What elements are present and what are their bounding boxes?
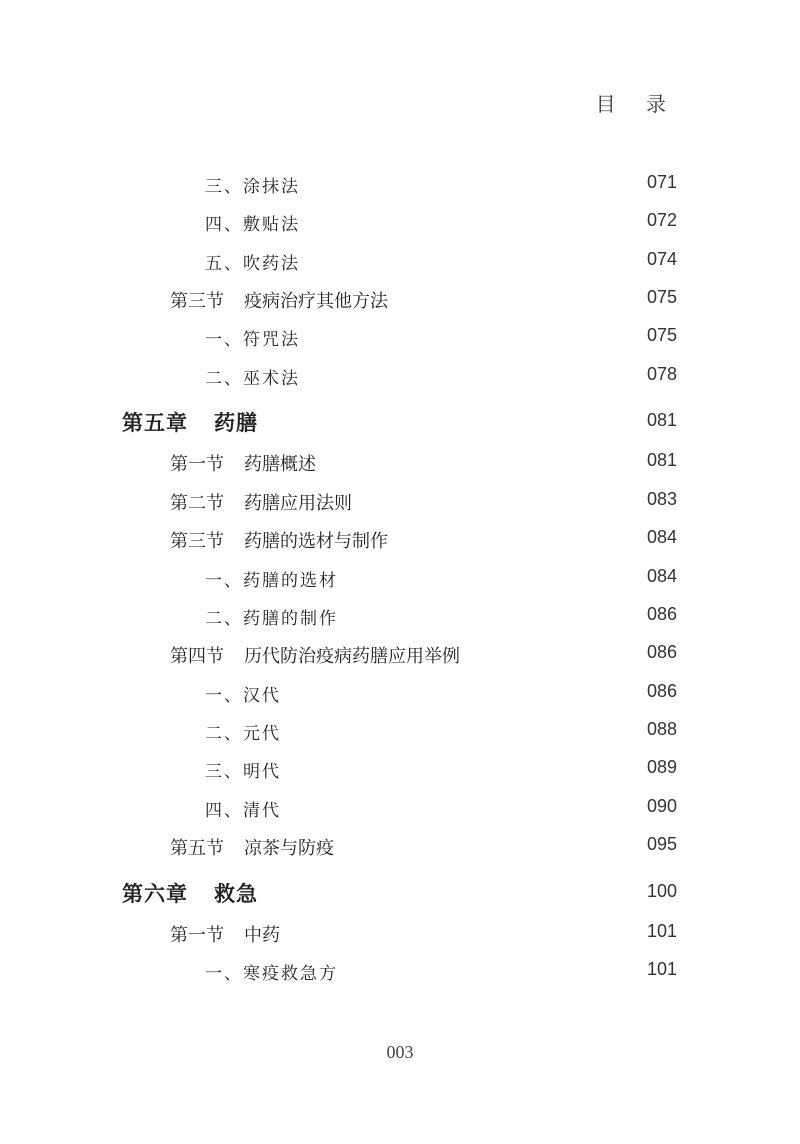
toc-entry-page: 088: [646, 719, 677, 739]
toc-entry-label: [170, 489, 352, 515]
toc-entry-page: 081: [646, 410, 677, 430]
toc-entry-section: [0, 450, 800, 488]
toc-entry-number: 第四节: [170, 646, 224, 667]
toc-entry-number: 第三节: [170, 291, 224, 312]
toc-entry-label: 四、清代: [205, 801, 281, 821]
toc-entry-section: [0, 287, 800, 325]
toc-entry-item: [0, 566, 800, 604]
toc-entry-label: 一、药膳的选材: [205, 571, 338, 591]
toc-entry-item: [0, 364, 800, 402]
toc-entry-label: [170, 642, 460, 668]
toc-entry-label: 五、吹药法: [205, 254, 300, 274]
toc-entry-label: 三、涂抹法: [205, 177, 300, 197]
toc-entry-page: 086: [646, 642, 677, 662]
toc-entry-item: [0, 210, 800, 248]
toc-entry-title: 疫病治疗其他方法: [244, 291, 388, 312]
toc-entry-title: 凉茶与防疫: [244, 838, 334, 859]
toc-entry-number: 第五节: [170, 838, 224, 859]
toc-entry-item: [0, 172, 800, 210]
toc-entry-title: 药膳应用法则: [244, 493, 352, 514]
toc-entry-page: 101: [646, 921, 677, 941]
toc-entry-page: 074: [646, 249, 677, 269]
toc-entry-number: 第三节: [170, 531, 224, 552]
toc-entry-number: 第六章: [122, 881, 188, 906]
toc-entry-page: 086: [646, 604, 677, 624]
toc-entry-label: [170, 287, 388, 313]
toc-entry-title: 中药: [244, 925, 280, 946]
page-number: 003: [386, 1042, 414, 1062]
toc-entry-item: [0, 959, 800, 997]
running-header: 目 录: [595, 92, 678, 116]
toc-entry-item: [0, 681, 800, 719]
toc-entry-number: 第一节: [170, 454, 224, 475]
toc-entry-label: [170, 921, 280, 947]
toc-entry-number: 第一节: [170, 925, 224, 946]
toc-entry-page: 075: [646, 287, 677, 307]
toc-entry-item: [0, 249, 800, 287]
toc-entry-page: 086: [646, 681, 677, 701]
toc-entry-label: [170, 450, 316, 476]
toc-entry-chapter: [0, 878, 800, 916]
toc-entry-item: [0, 719, 800, 757]
toc-entry-label: 四、敷贴法: [205, 215, 300, 235]
toc-entry-label: [122, 878, 258, 908]
toc-entry-page: 071: [646, 172, 677, 192]
toc-entry-page: 095: [646, 834, 677, 854]
toc-entry-section: [0, 489, 800, 527]
toc-entry-title: 药膳概述: [244, 454, 316, 475]
toc-entry-label: 二、药膳的制作: [205, 609, 338, 629]
toc-entry-label: [170, 834, 334, 860]
toc-entry-label: [170, 527, 388, 553]
toc-entry-number: 第五章: [122, 410, 188, 435]
toc-entry-title: 药膳: [214, 410, 258, 435]
toc-entry-page: 084: [646, 527, 677, 547]
toc-entry-item: [0, 604, 800, 642]
toc-entry-label: 三、明代: [205, 762, 281, 782]
toc-entry-page: 072: [646, 210, 677, 230]
toc-entry-page: 090: [646, 796, 677, 816]
toc-entry-section: [0, 921, 800, 959]
toc-entry-page: 075: [646, 325, 677, 345]
toc-entry-label: 一、符咒法: [205, 330, 300, 350]
toc-entry-section: [0, 834, 800, 872]
toc-entry-label: 一、汉代: [205, 686, 281, 706]
toc-entry-page: 078: [646, 364, 677, 384]
toc-entry-number: 第二节: [170, 493, 224, 514]
toc-entry-title: 救急: [214, 881, 258, 906]
toc-entry-title: 历代防治疫病药膳应用举例: [244, 646, 460, 667]
toc-entry-item: [0, 796, 800, 834]
toc-entry-page: 101: [646, 959, 677, 979]
toc-entry-page: 089: [646, 757, 677, 777]
toc-entry-item: [0, 757, 800, 795]
toc-entry-title: 药膳的选材与制作: [244, 531, 388, 552]
toc-entry-page: 084: [646, 566, 677, 586]
toc-entry-item: [0, 325, 800, 363]
toc-entry-section: [0, 527, 800, 565]
toc-entry-label: 二、巫术法: [205, 369, 300, 389]
toc-entry-section: [0, 642, 800, 680]
toc-entry-label: 二、元代: [205, 724, 281, 744]
toc-entry-page: 100: [646, 881, 677, 901]
toc-entry-page: 081: [646, 450, 677, 470]
toc-entry-label: 一、寒疫救急方: [205, 964, 338, 984]
toc-entry-page: 083: [646, 489, 677, 509]
toc-entry-chapter: [0, 407, 800, 445]
toc-entry-label: [122, 407, 258, 437]
